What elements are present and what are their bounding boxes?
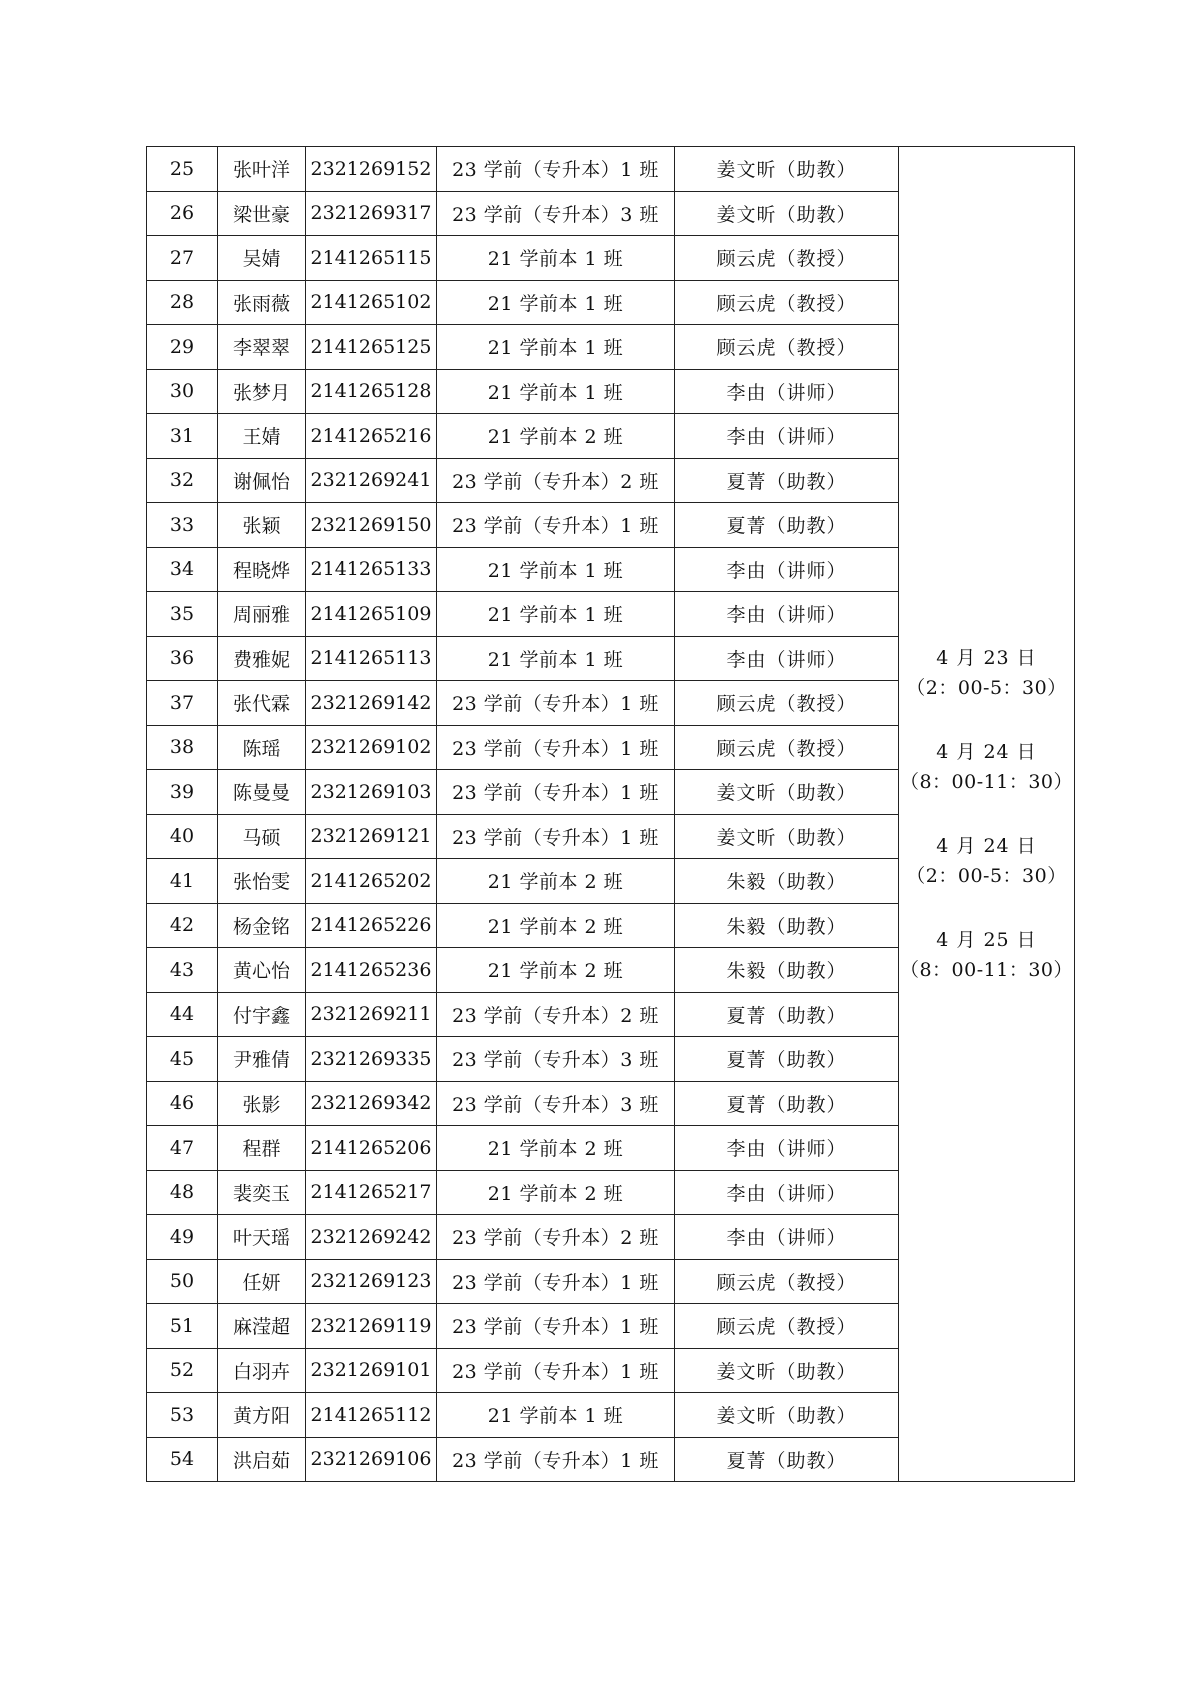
class-name-cell: 23 学前（专升本）1 班 <box>437 1304 675 1349</box>
student-name-cell: 吴婧 <box>218 236 306 281</box>
class-name-cell: 21 学前本 2 班 <box>437 414 675 459</box>
student-name-cell: 周丽雅 <box>218 592 306 637</box>
row-number-cell: 51 <box>147 1304 218 1349</box>
tutor-cell: 夏菁（助教） <box>675 1037 899 1082</box>
schedule-time: （8：00-11：30） <box>899 771 1074 793</box>
tutor-cell: 顾云虎（教授） <box>675 1259 899 1304</box>
student-name-cell: 陈曼曼 <box>218 770 306 815</box>
student-name-cell: 裴奕玉 <box>218 1170 306 1215</box>
student-name-cell: 黄方阳 <box>218 1393 306 1438</box>
student-id-cell: 2141265133 <box>306 547 437 592</box>
schedule-slot <box>900 925 1073 985</box>
tutor-cell: 李由（讲师） <box>675 636 899 681</box>
row-number-cell: 50 <box>147 1259 218 1304</box>
class-name-cell: 21 学前本 2 班 <box>437 948 675 993</box>
class-name-cell: 23 学前（专升本）3 班 <box>437 1037 675 1082</box>
row-number-cell: 53 <box>147 1393 218 1438</box>
student-id-cell: 2141265128 <box>306 369 437 414</box>
student-id-cell: 2321269317 <box>306 191 437 236</box>
student-id-cell: 2141265112 <box>306 1393 437 1438</box>
row-number-cell: 36 <box>147 636 218 681</box>
schedule-time: （8：00-11：30） <box>899 959 1074 981</box>
roster-body <box>147 147 1075 1482</box>
student-id-cell: 2141265102 <box>306 280 437 325</box>
student-name-cell: 陈瑶 <box>218 725 306 770</box>
row-number-cell: 49 <box>147 1215 218 1260</box>
row-number-cell: 31 <box>147 414 218 459</box>
class-name-cell: 21 学前本 2 班 <box>437 1126 675 1171</box>
tutor-cell: 姜文昕（助教） <box>675 147 899 192</box>
tutor-cell: 李由（讲师） <box>675 1215 899 1260</box>
row-number-cell: 46 <box>147 1081 218 1126</box>
student-name-cell: 麻滢超 <box>218 1304 306 1349</box>
tutor-cell: 顾云虎（教授） <box>675 236 899 281</box>
tutor-cell: 顾云虎（教授） <box>675 325 899 370</box>
class-name-cell: 23 学前（专升本）1 班 <box>437 503 675 548</box>
schedule-date: 4 月 24 日 <box>936 835 1037 857</box>
table-row <box>147 147 1075 192</box>
student-name-cell: 程群 <box>218 1126 306 1171</box>
tutor-cell: 姜文昕（助教） <box>675 814 899 859</box>
class-name-cell: 23 学前（专升本）2 班 <box>437 1215 675 1260</box>
row-number-cell: 42 <box>147 903 218 948</box>
tutor-cell: 朱毅（助教） <box>675 948 899 993</box>
student-name-cell: 李翠翠 <box>218 325 306 370</box>
student-id-cell: 2141265113 <box>306 636 437 681</box>
student-id-cell: 2141265125 <box>306 325 437 370</box>
student-name-cell: 程晓烨 <box>218 547 306 592</box>
row-number-cell: 52 <box>147 1348 218 1393</box>
tutor-cell: 顾云虎（教授） <box>675 1304 899 1349</box>
row-number-cell: 33 <box>147 503 218 548</box>
row-number-cell: 54 <box>147 1437 218 1482</box>
row-number-cell: 43 <box>147 948 218 993</box>
tutor-cell: 朱毅（助教） <box>675 903 899 948</box>
class-name-cell: 21 学前本 1 班 <box>437 592 675 637</box>
student-name-cell: 张怡雯 <box>218 859 306 904</box>
student-id-cell: 2321269101 <box>306 1348 437 1393</box>
student-name-cell: 张代霖 <box>218 681 306 726</box>
student-name-cell: 张颖 <box>218 503 306 548</box>
student-id-cell: 2141265206 <box>306 1126 437 1171</box>
student-id-cell: 2141265217 <box>306 1170 437 1215</box>
class-name-cell: 21 学前本 2 班 <box>437 1170 675 1215</box>
schedule-date: 4 月 23 日 <box>936 647 1037 669</box>
class-name-cell: 23 学前（专升本）3 班 <box>437 191 675 236</box>
row-number-cell: 25 <box>147 147 218 192</box>
class-name-cell: 23 学前（专升本）1 班 <box>437 681 675 726</box>
row-number-cell: 30 <box>147 369 218 414</box>
row-number-cell: 37 <box>147 681 218 726</box>
student-id-cell: 2141265236 <box>306 948 437 993</box>
class-name-cell: 23 学前（专升本）1 班 <box>437 1259 675 1304</box>
tutor-cell: 李由（讲师） <box>675 547 899 592</box>
student-name-cell: 任妍 <box>218 1259 306 1304</box>
tutor-cell: 夏菁（助教） <box>675 503 899 548</box>
student-name-cell: 杨金铭 <box>218 903 306 948</box>
tutor-cell: 李由（讲师） <box>675 592 899 637</box>
schedule-slot <box>906 831 1066 891</box>
schedule-slot <box>906 643 1066 703</box>
class-name-cell: 21 学前本 1 班 <box>437 547 675 592</box>
student-name-cell: 张叶洋 <box>218 147 306 192</box>
tutor-cell: 夏菁（助教） <box>675 1081 899 1126</box>
row-number-cell: 40 <box>147 814 218 859</box>
row-number-cell: 48 <box>147 1170 218 1215</box>
student-id-cell: 2321269242 <box>306 1215 437 1260</box>
student-id-cell: 2321269142 <box>306 681 437 726</box>
tutor-cell: 顾云虎（教授） <box>675 280 899 325</box>
student-name-cell: 黄心怡 <box>218 948 306 993</box>
tutor-cell: 夏菁（助教） <box>675 1437 899 1482</box>
schedule-cell <box>899 147 1075 1482</box>
tutor-cell: 姜文昕（助教） <box>675 1393 899 1438</box>
class-name-cell: 21 学前本 1 班 <box>437 280 675 325</box>
student-name-cell: 费雅妮 <box>218 636 306 681</box>
row-number-cell: 44 <box>147 992 218 1037</box>
student-name-cell: 付宇鑫 <box>218 992 306 1037</box>
student-id-cell: 2141265202 <box>306 859 437 904</box>
tutor-cell: 朱毅（助教） <box>675 859 899 904</box>
tutor-cell: 李由（讲师） <box>675 369 899 414</box>
schedule-time: （2：00-5：30） <box>906 865 1067 887</box>
row-number-cell: 29 <box>147 325 218 370</box>
student-name-cell: 洪启茹 <box>218 1437 306 1482</box>
schedule-slot <box>900 737 1073 797</box>
class-name-cell: 21 学前本 2 班 <box>437 903 675 948</box>
student-id-cell: 2321269342 <box>306 1081 437 1126</box>
row-number-cell: 34 <box>147 547 218 592</box>
student-name-cell: 尹雅倩 <box>218 1037 306 1082</box>
student-name-cell: 谢佩怡 <box>218 458 306 503</box>
row-number-cell: 26 <box>147 191 218 236</box>
class-name-cell: 23 学前（专升本）1 班 <box>437 1348 675 1393</box>
tutor-cell: 顾云虎（教授） <box>675 725 899 770</box>
student-id-cell: 2321269152 <box>306 147 437 192</box>
student-id-cell: 2321269102 <box>306 725 437 770</box>
row-number-cell: 27 <box>147 236 218 281</box>
tutor-cell: 姜文昕（助教） <box>675 1348 899 1393</box>
class-name-cell: 23 学前（专升本）1 班 <box>437 1437 675 1482</box>
student-name-cell: 梁世豪 <box>218 191 306 236</box>
class-name-cell: 21 学前本 2 班 <box>437 859 675 904</box>
student-id-cell: 2321269119 <box>306 1304 437 1349</box>
row-number-cell: 39 <box>147 770 218 815</box>
class-name-cell: 21 学前本 1 班 <box>437 636 675 681</box>
student-name-cell: 王婧 <box>218 414 306 459</box>
student-name-cell: 马硕 <box>218 814 306 859</box>
tutor-cell: 李由（讲师） <box>675 414 899 459</box>
row-number-cell: 35 <box>147 592 218 637</box>
student-name-cell: 叶天瑶 <box>218 1215 306 1260</box>
class-name-cell: 21 学前本 1 班 <box>437 236 675 281</box>
class-name-cell: 21 学前本 1 班 <box>437 1393 675 1438</box>
student-id-cell: 2141265216 <box>306 414 437 459</box>
student-id-cell: 2141265226 <box>306 903 437 948</box>
tutor-cell: 夏菁（助教） <box>675 992 899 1037</box>
student-name-cell: 张梦月 <box>218 369 306 414</box>
student-id-cell: 2321269106 <box>306 1437 437 1482</box>
class-name-cell: 21 学前本 1 班 <box>437 325 675 370</box>
class-name-cell: 21 学前本 1 班 <box>437 369 675 414</box>
student-id-cell: 2321269150 <box>306 503 437 548</box>
student-id-cell: 2321269335 <box>306 1037 437 1082</box>
schedule-date: 4 月 25 日 <box>936 929 1037 951</box>
schedule-time: （2：00-5：30） <box>906 677 1067 699</box>
class-name-cell: 23 学前（专升本）3 班 <box>437 1081 675 1126</box>
class-name-cell: 23 学前（专升本）2 班 <box>437 992 675 1037</box>
schedule-list <box>899 643 1074 985</box>
student-name-cell: 张影 <box>218 1081 306 1126</box>
student-id-cell: 2321269241 <box>306 458 437 503</box>
class-name-cell: 23 学前（专升本）2 班 <box>437 458 675 503</box>
tutor-cell: 李由（讲师） <box>675 1170 899 1215</box>
tutor-cell: 顾云虎（教授） <box>675 681 899 726</box>
student-name-cell: 张雨薇 <box>218 280 306 325</box>
class-name-cell: 23 学前（专升本）1 班 <box>437 770 675 815</box>
tutor-cell: 夏菁（助教） <box>675 458 899 503</box>
student-id-cell: 2321269123 <box>306 1259 437 1304</box>
tutor-cell: 姜文昕（助教） <box>675 191 899 236</box>
schedule-date: 4 月 24 日 <box>936 741 1037 763</box>
row-number-cell: 38 <box>147 725 218 770</box>
student-id-cell: 2141265115 <box>306 236 437 281</box>
tutor-cell: 李由（讲师） <box>675 1126 899 1171</box>
class-name-cell: 23 学前（专升本）1 班 <box>437 725 675 770</box>
student-id-cell: 2321269121 <box>306 814 437 859</box>
row-number-cell: 41 <box>147 859 218 904</box>
row-number-cell: 47 <box>147 1126 218 1171</box>
student-id-cell: 2321269211 <box>306 992 437 1037</box>
row-number-cell: 45 <box>147 1037 218 1082</box>
tutor-cell: 姜文昕（助教） <box>675 770 899 815</box>
class-name-cell: 23 学前（专升本）1 班 <box>437 814 675 859</box>
student-id-cell: 2321269103 <box>306 770 437 815</box>
class-name-cell: 23 学前（专升本）1 班 <box>437 147 675 192</box>
student-roster-table <box>146 146 1075 1482</box>
student-name-cell: 白羽卉 <box>218 1348 306 1393</box>
row-number-cell: 32 <box>147 458 218 503</box>
row-number-cell: 28 <box>147 280 218 325</box>
student-id-cell: 2141265109 <box>306 592 437 637</box>
